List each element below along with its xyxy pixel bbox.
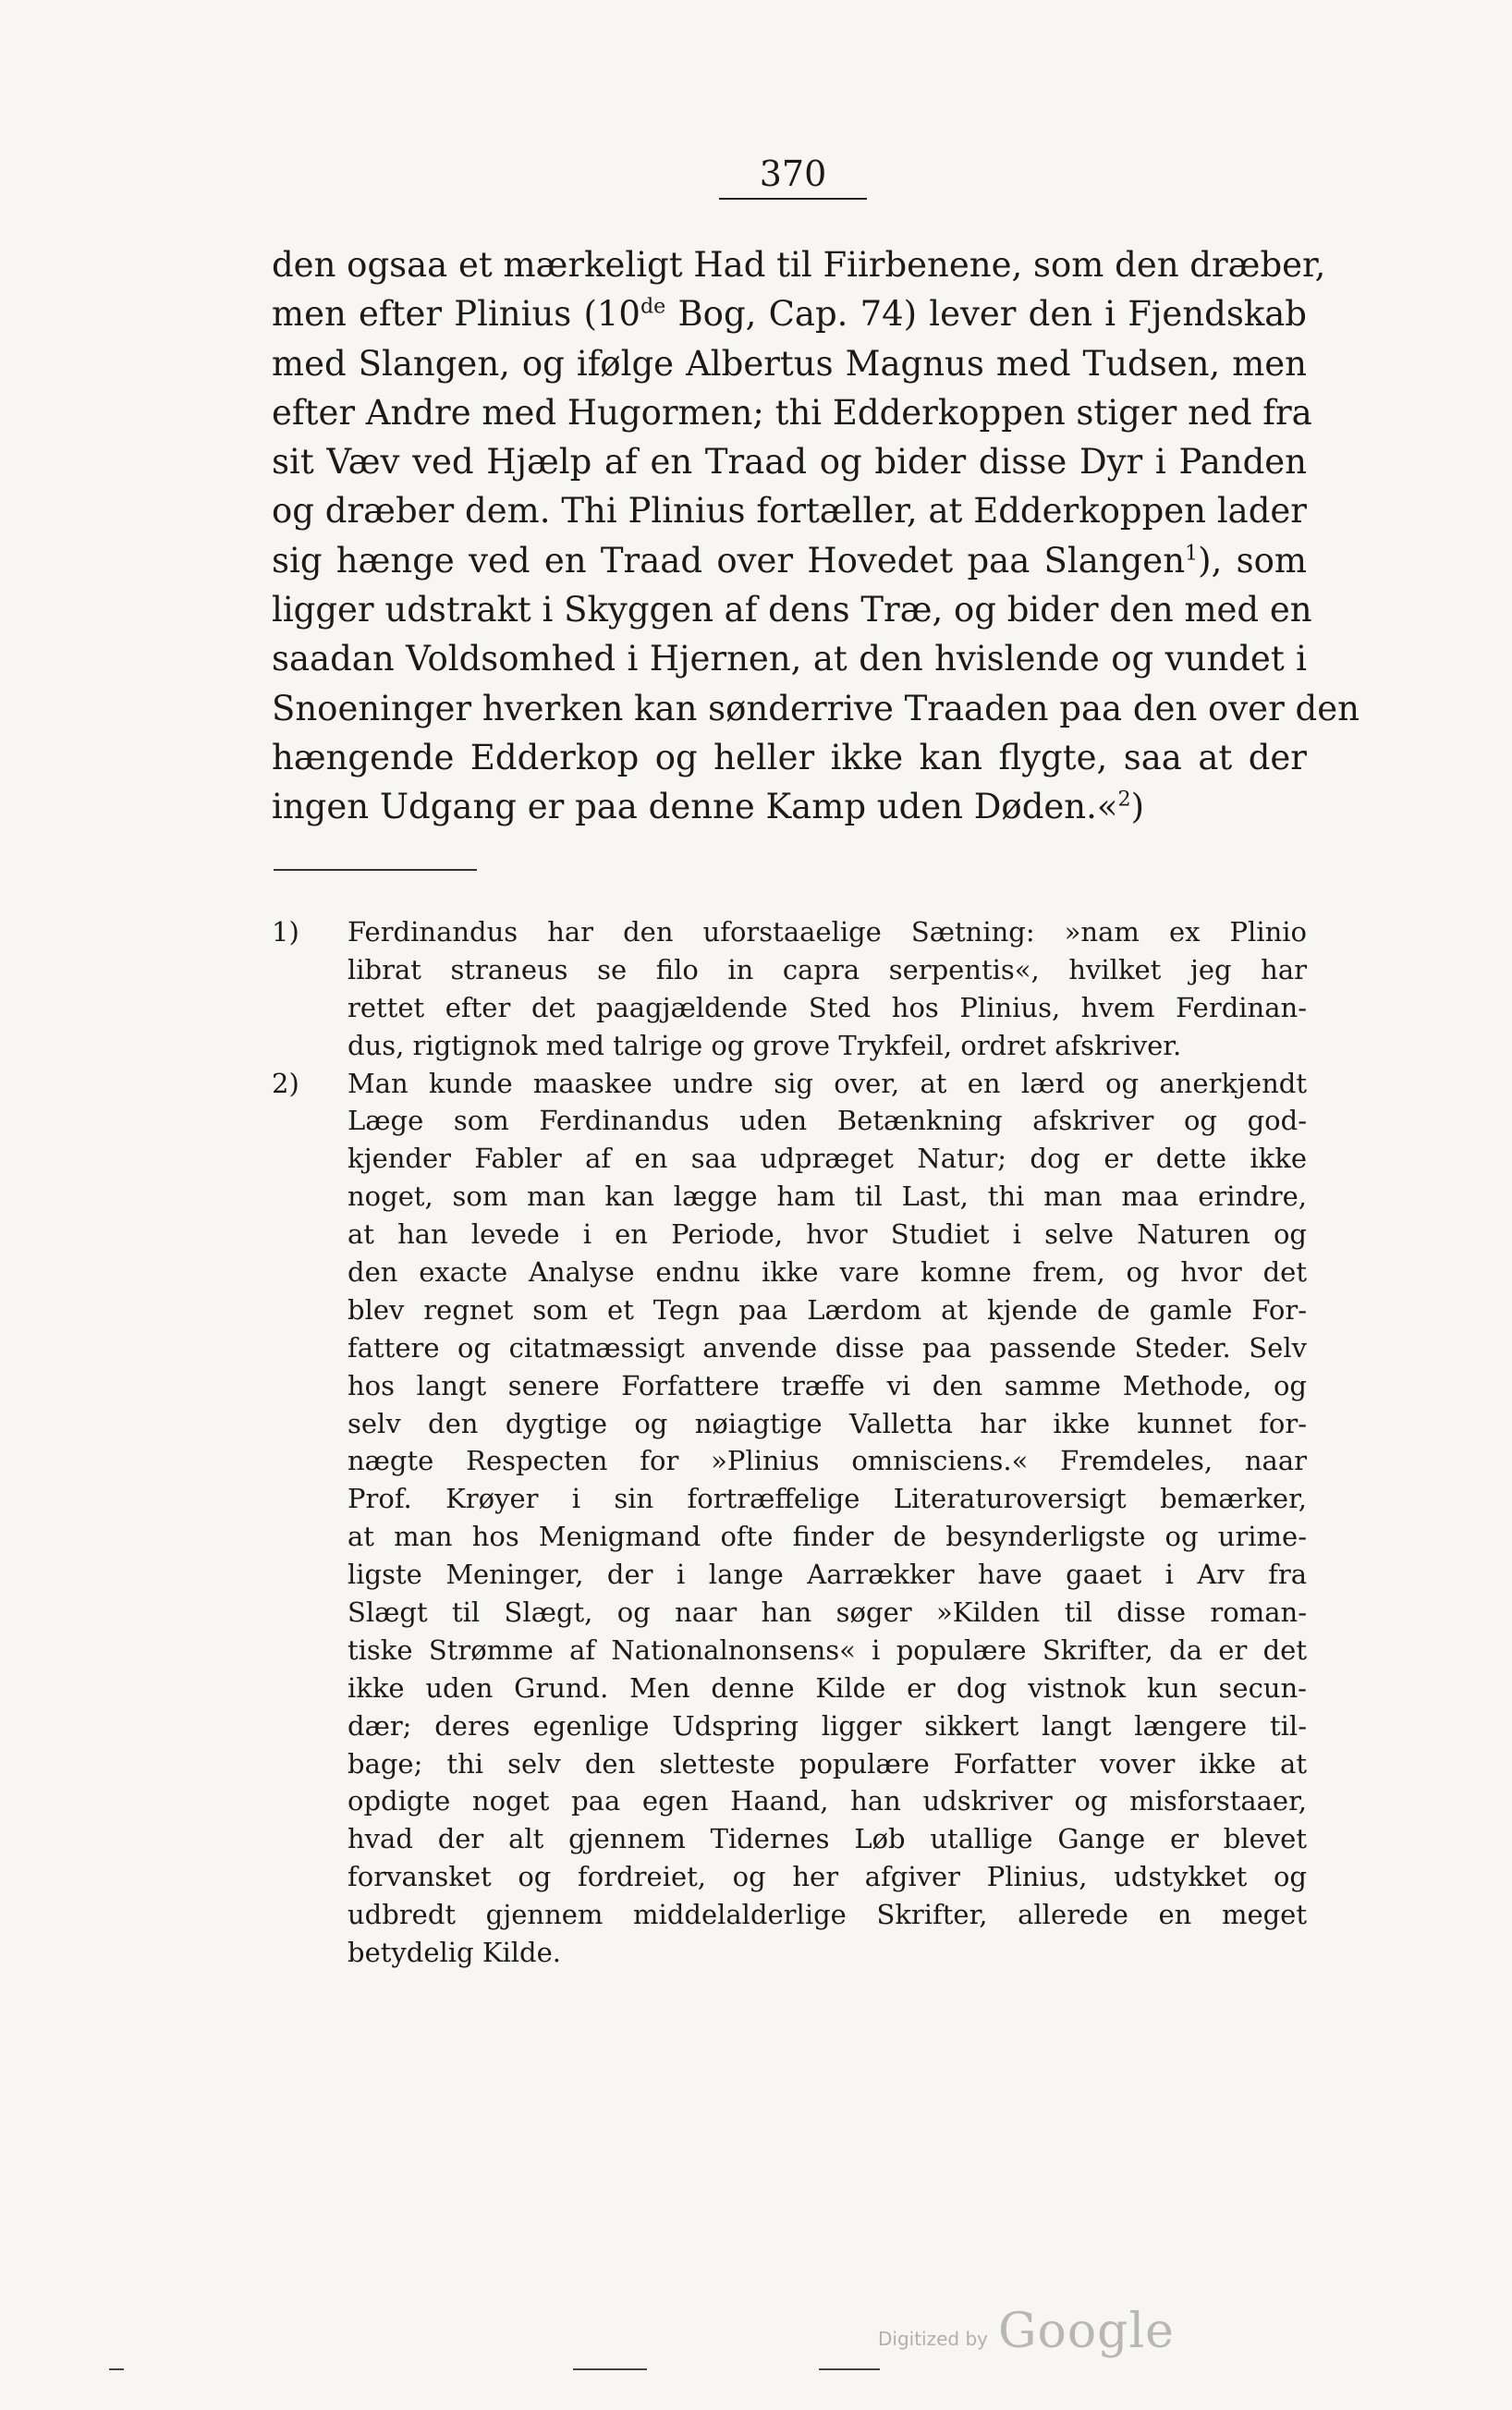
footnote-line [272,1480,1307,1518]
body-line [272,684,1360,733]
footnote-line [272,1102,1307,1140]
footnote-line [272,1065,1307,1103]
body-line [272,240,1326,289]
footnote-text: tiske Strømme af Nationalnonsens« i populære Skrifter, da er det [348,1633,1307,1666]
text-run: sig hænge ved en Traad over Hovedet paa Slangen [272,540,1186,581]
footnote-line [272,1329,1307,1367]
text-run: efter Andre med Hugormen; thi Edderkoppen stiger ned fra [272,392,1312,433]
footnote-ref: 2 [1117,787,1131,812]
footnote-line [272,913,1307,951]
footnote-text: blev regnet som et Tegn paa Lærdom at kjende de gamle For- [348,1293,1307,1326]
footnote-ref: 1 [1185,541,1199,566]
footnote-line [272,1670,1307,1707]
scan-mark [109,2368,124,2370]
footnote-text: forvansket og fordreiet, og her afgiver Plinius, udstykket og [348,1861,1307,1893]
text-run: hængende Edderkop og heller ikke kan flygte, saa at der [272,737,1307,777]
body-line [272,536,1307,585]
body-line [272,782,1307,831]
google-logo: Google [998,2304,1175,2359]
footnote-text: Slægt til Slægt, og naar han søger »Kilden til disse roman- [348,1596,1307,1629]
footnote-text: dus, rigtignok med talrige og grove Trykfeil, ordret afskriver. [348,1029,1182,1061]
footnote-text: librat straneus se filo in capra serpentis«, hvilket jeg har [348,953,1307,985]
footnote-line [272,1140,1307,1178]
footnote-text: Læge som Ferdinandus uden Betænkning afskriver og god- [348,1105,1307,1137]
text-run: sit Væv ved Hjælp af en Traad og bider disse Dyr i Panden [272,442,1307,483]
body-line [272,634,1307,683]
footnote-text: Man kunde maaskee undre sig over, at en lærd og anerkjendt [348,1067,1307,1099]
footnote-line [272,1745,1307,1783]
footnote-line [272,1820,1307,1858]
footnote-line [272,1405,1307,1443]
footnote-line [272,1632,1307,1670]
footnote-line [272,1442,1307,1480]
text-run: den ogsaa et mærkeligt Had til Fiirbenene, som den dræber, [272,245,1326,285]
body-text [272,240,1360,832]
footnote-text: betydelig Kilde. [348,1937,561,1969]
text-run: ingen Udgang er paa denne Kamp uden Døden.« [272,787,1118,827]
footnote-text: hvad der alt gjennem Tidernes Løb utallige Gange er blevet [348,1823,1307,1855]
watermark-prefix: Digitized by [878,2328,988,2350]
footnote-line [272,1594,1307,1632]
body-line [272,339,1307,388]
text-run: ligger udstrakt i Skyggen af dens Træ, og bider den med en [272,590,1312,630]
footnote-line [272,1291,1307,1329]
body-line [272,437,1307,486]
footnote-marker: 1) [272,916,299,948]
body-line [272,733,1307,782]
body-line [272,289,1307,338]
footnote-line [272,951,1307,989]
scan-mark [573,2368,647,2370]
footnotes [272,913,1307,1972]
text-run: ) [1130,787,1145,827]
footnote-text: at han levede i en Periode, hvor Studiet i selve Naturen og [348,1218,1307,1251]
footnote-line [272,1518,1307,1556]
body-line [272,388,1312,437]
footnote-line [272,1367,1307,1405]
footnote-line [272,1707,1307,1745]
footnote [272,913,1307,1065]
footnote-line [272,1556,1307,1594]
text-run: med Slangen, og ifølge Albertus Magnus med Tudsen, men [272,343,1307,384]
footnote-line [272,1178,1307,1216]
text-run: Snoeninger hverken kan sønderrive Traaden paa den over den [272,688,1360,728]
text-run: saadan Voldsomhed i Hjernen, at den hvislende og vundet i [272,639,1307,679]
footnote-text: kjender Fabler af en saa udpræget Natur; dog er dette ikke [348,1143,1307,1175]
footnote-text: ligste Meninger, der i lange Aarrækker have gaaet i Arv fra [348,1559,1307,1591]
footnote-text: noget, som man kan lægge ham til Last, thi man maa erindre, [348,1181,1307,1213]
text-run: ), som [1198,540,1307,581]
footnote-line [272,989,1307,1027]
footnote-text: ikke uden Grund. Men denne Kilde er dog vistnok kun secun- [348,1671,1307,1704]
footnote-marker: 2) [272,1067,299,1099]
footnote-separator [274,869,477,871]
footnote-text: rettet efter det paagjældende Sted hos Plinius, hvem Ferdinan- [348,991,1307,1023]
footnote-ref: de [640,294,666,319]
footnote-line [272,1027,1307,1065]
footnote-text: bage; thi selv den sletteste populære Forfatter vover ikke at [348,1747,1307,1780]
text-run: og dræber dem. Thi Plinius fortæller, at Edderkoppen lader [272,491,1307,532]
footnote-text: at man hos Menigmand ofte finder de besynderligste og urime- [348,1521,1307,1553]
footnote-text: opdigte noget paa egen Haand, han udskriver og misforstaaer, [348,1785,1307,1817]
footnote-line [272,1934,1307,1972]
footnote-text: udbredt gjennem middelalderlige Skrifter, allerede en meget [348,1899,1307,1931]
body-line [272,585,1312,634]
footnote-text: fattere og citatmæssigt anvende disse paa passende Steder. Selv [348,1331,1307,1364]
footnote-line [272,1896,1307,1934]
scan-mark [819,2368,880,2370]
text-run: Bog, Cap. 74) lever den i Fjendskab [665,294,1307,335]
footnote-text: Prof. Krøyer i sin fortræffelige Literaturoversigt bemærker, [348,1483,1307,1515]
text-run: men efter Plinius (10 [272,294,640,335]
footnote [272,1065,1307,1972]
footnote-line [272,1254,1307,1291]
body-line [272,486,1307,535]
footnote-text: selv den dygtige og nøiagtige Valletta har ikke kunnet for- [348,1407,1307,1439]
footnote-line [272,1782,1307,1820]
page-number: 370 [759,153,827,194]
footnote-text: dær; deres egenlige Udspring ligger sikkert langt længere til- [348,1709,1307,1742]
footnote-text: hos langt senere Forfattere træffe vi den samme Methode, og [348,1369,1307,1401]
footnote-line [272,1216,1307,1254]
page-number-rule [719,198,867,200]
footnote-text: den exacte Analyse endnu ikke vare komne frem, og hvor det [348,1256,1307,1289]
footnote-text: Ferdinandus har den uforstaaelige Sætning: »nam ex Plinio [348,916,1307,948]
footnote-text: nægte Respecten for »Plinius omnisciens.« Fremdeles, naar [348,1445,1307,1477]
footnote-line [272,1858,1307,1896]
